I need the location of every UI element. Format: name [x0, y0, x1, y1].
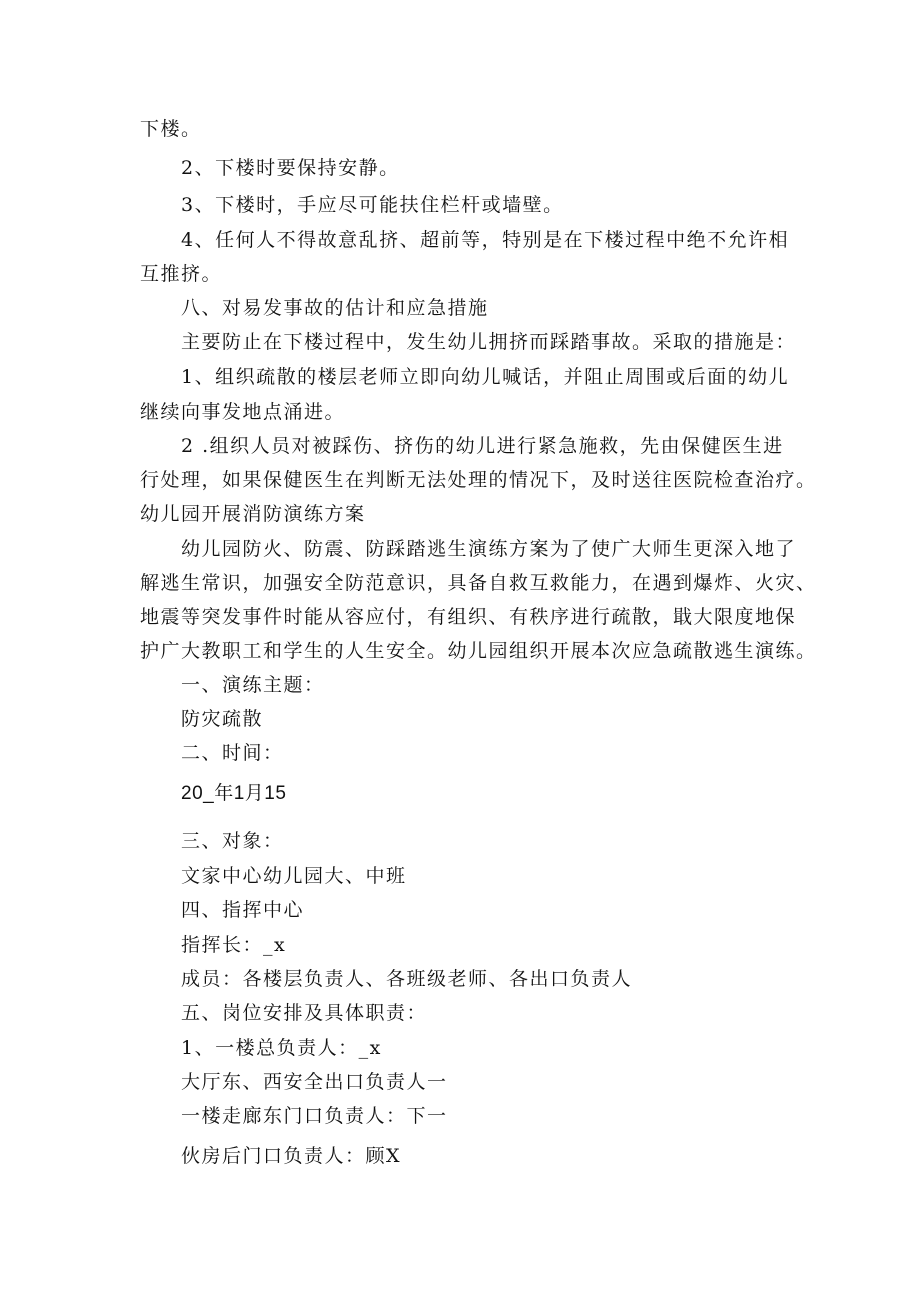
section-heading-8: 八、对易发事故的估计和应急措施 [181, 297, 489, 319]
text-line-9: 继续向事发地点涌进。 [140, 401, 346, 423]
text-line-22: 文家中心幼儿园大、中班 [181, 865, 407, 887]
section-heading-3: 三、对象： [181, 830, 284, 852]
text-line-27: 1、一楼总负责人：_x [181, 1037, 382, 1059]
section-heading-2: 二、时间： [181, 742, 284, 764]
text-line-3: 3、下楼时，手应尽可能扶住栏杆或墙壁。 [181, 194, 564, 216]
text-line-24: 指挥长：_x [181, 934, 287, 956]
date-line: 20_年1月15 [181, 783, 287, 804]
text-line-8: 1、组织疏散的楼层老师立即向幼儿喊话，并阻止周围或后面的幼儿 [181, 366, 790, 388]
text-line-14: 解逃生常识，加强安全防范意识，具备自救互救能力，在遇到爆炸、火灾、 [140, 572, 817, 594]
text-line-28: 大厅东、西安全出口负责人一 [181, 1071, 448, 1093]
section-heading-5: 五、岗位安排及具体职责： [181, 1002, 428, 1024]
document-title: 幼儿园开展消防演练方案 [140, 503, 366, 525]
text-line-11: 行处理，如果保健医生在判断无法处理的情况下，及时送往医院检查治疗。 [140, 469, 817, 491]
text-line-29: 一楼走廊东门口负责人：下一 [181, 1105, 448, 1127]
text-line-18: 防灾疏散 [181, 708, 264, 730]
text-line-5: 互推挤。 [140, 263, 223, 285]
text-line-7: 主要防止在下楼过程中，发生幼儿拥挤而踩踏事故。采取的措施是： [181, 331, 797, 353]
text-line-15: 地震等突发事件时能从容应付，有组织、有秩序进行疏散，戢大限度地保 [140, 606, 797, 628]
text-line-13: 幼儿园防火、防震、防踩踏逃生演练方案为了使广大师生更深入地了 [181, 538, 797, 560]
text-line-1: 下楼。 [140, 118, 202, 140]
text-line-2: 2、下楼时要保持安静。 [181, 157, 400, 179]
text-line-25: 成员：各楼层负责人、各班级老师、各出口负责人 [181, 968, 633, 990]
text-line-4: 4、任何人不得故意乱挤、超前等，特别是在下楼过程中绝不允许相 [181, 229, 790, 251]
section-heading-4: 四、指挥中心 [181, 899, 305, 921]
section-heading-1: 一、演练主题： [181, 674, 325, 696]
text-line-30: 伙房后门口负责人：顾X [181, 1145, 402, 1167]
text-line-16: 护广大教职工和学生的人生安全。幼儿园组织开展本次应急疏散逃生演练。 [140, 640, 817, 662]
text-line-10: 2 .组织人员对被踩伤、挤伤的幼儿进行紧急施救，先由保健医生进 [181, 435, 784, 457]
